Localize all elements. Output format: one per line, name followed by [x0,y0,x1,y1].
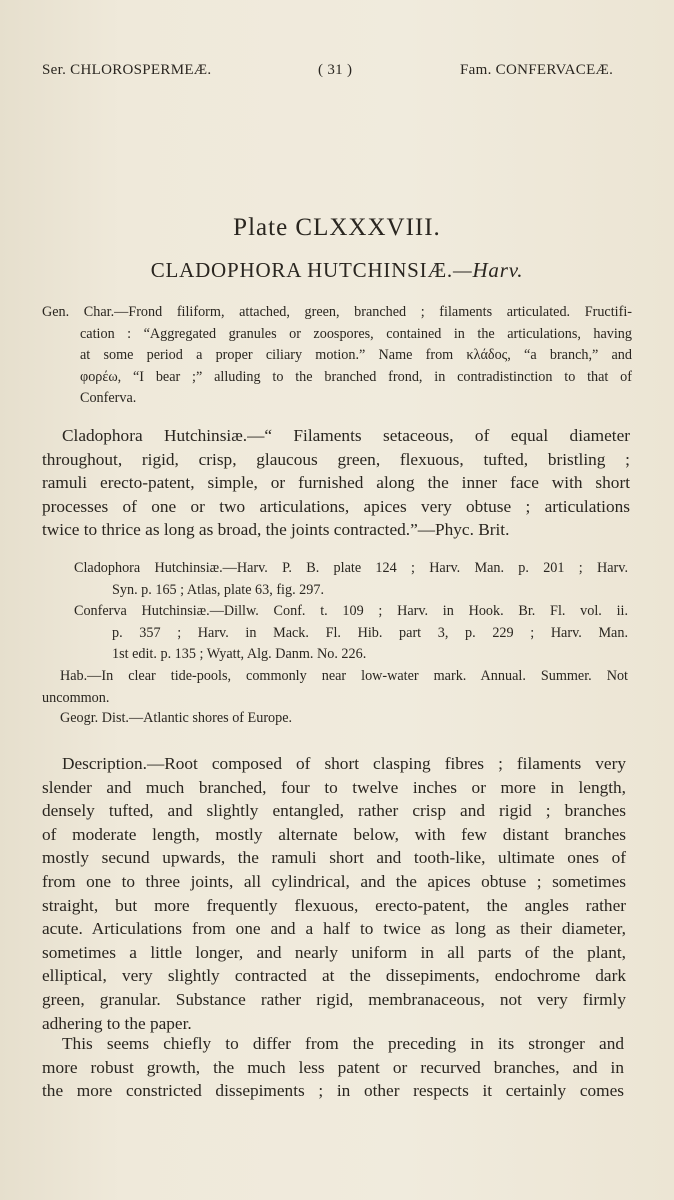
synonym-line: p. 357 ; Harv. in Mack. Fl. Hib. part 3, p. 229 ; Harv. Man. [112,624,628,641]
synonym-line: 1st edit. p. 135 ; Wyatt, Alg. Danm. No. 226. [112,646,367,662]
description [42,752,626,1035]
gen-char-line: cation : “Aggregated granules or zoospores, contained in the articulations, having [80,325,632,342]
diagnosis-line: twice to thrice as long as broad, the joints contracted.”—Phyc. Brit. [42,520,510,540]
synonymy-conferva [74,601,628,666]
synonym-line: Syn. p. 165 ; Atlas, plate 63, fig. 297. [112,581,325,598]
running-header-right: Fam. CONFERVACEÆ. [460,62,614,78]
synonymy-cladophora [74,558,628,601]
gen-char-line: φορέω, “I bear ;” alluding to the branched frond, in contradistinction to that of [80,368,632,385]
description-line: adhering to the paper. [42,1013,192,1033]
generic-character [42,302,632,410]
description-line: from one to three joints, all cylindrical, and the apices obtuse ; sometimes [42,871,626,891]
synonym-line: Conferva Hutchinsiæ.—Dillw. Conf. t. 109 ; Harv. in Hook. Br. Fl. vol. ii. [74,603,628,619]
remarks [42,1032,624,1103]
diagnosis-line: ramuli erecto-patent, simple, or furnished along the inner face with short [42,473,630,493]
description-line: straight, but more frequently flexuous, erecto-patent, the angles rather [42,895,626,915]
description-line: acute. Articulations from one and a half to twice as long as their diameter, [42,919,626,939]
gen-char-line: Conferva. [80,390,137,406]
description-line: densely tufted, and slightly entangled, rather crisp and rigid ; branches [42,801,626,821]
diagnosis [42,424,630,542]
gen-char-line: at some period a proper ciliary motion.” Name from κλάδος, “a branch,” and [80,347,632,363]
habitat-line: uncommon. [42,689,110,706]
description-line: sometimes a little longer, and nearly uniform in all parts of the plant, [42,942,626,962]
habitat-line: Hab.—In clear tide-pools, commonly near low-water mark. Annual. Summer. Not [60,668,628,684]
description-line: mostly secund upwards, the ramuli short and tooth-like, ultimate ones of [42,848,626,868]
habitat [42,666,628,709]
description-line: elliptical, very slightly contracted at the dissepiments, endochrome dark [42,966,626,986]
running-header-left: Ser. CHLOROSPERMEÆ. [42,62,212,78]
diagnosis-line: processes of one or two articulations, apices very obtuse ; articulations [42,496,630,516]
diagnosis-line: Cladophora Hutchinsiæ.—“ Filaments setaceous, of equal diameter [62,426,630,445]
remarks-line: This seems chiefly to differ from the preceding in its stronger and [62,1034,624,1053]
description-line: green, granular. Substance rather rigid, membranaceous, not very firmly [42,989,626,1009]
gen-char-line: Gen. Char.—Frond filiform, attached, green, branched ; filaments articulated. Fructifi- [42,304,632,320]
species-heading [0,258,674,283]
species-author: —Harv. [452,258,524,282]
geographical-distribution [60,708,620,730]
page-number: ( 31 ) [318,62,353,78]
plate-title: Plate CLXXXVIII. [233,214,441,241]
description-line: of moderate length, mostly alternate below, with few distant branches [42,824,626,844]
remarks-line: more robust growth, the much less patent or recurved branches, and in [42,1057,624,1077]
description-line: slender and much branched, four to twelve inches or more in length, [42,777,626,797]
synonym-line: Cladophora Hutchinsiæ.—Harv. P. B. plate 124 ; Harv. Man. p. 201 ; Harv. [74,560,628,576]
geography-line: Geogr. Dist.—Atlantic shores of Europe. [60,710,293,726]
species-name: CLADOPHORA HUTCHINSIÆ. [150,258,453,282]
diagnosis-line: throughout, rigid, crisp, glaucous green, flexuous, tufted, bristling ; [42,449,630,469]
remarks-line: the more constricted dissepiments ; in other respects it certainly comes [42,1081,624,1101]
description-line: Description.—Root composed of short clasping fibres ; filaments very [62,754,626,773]
